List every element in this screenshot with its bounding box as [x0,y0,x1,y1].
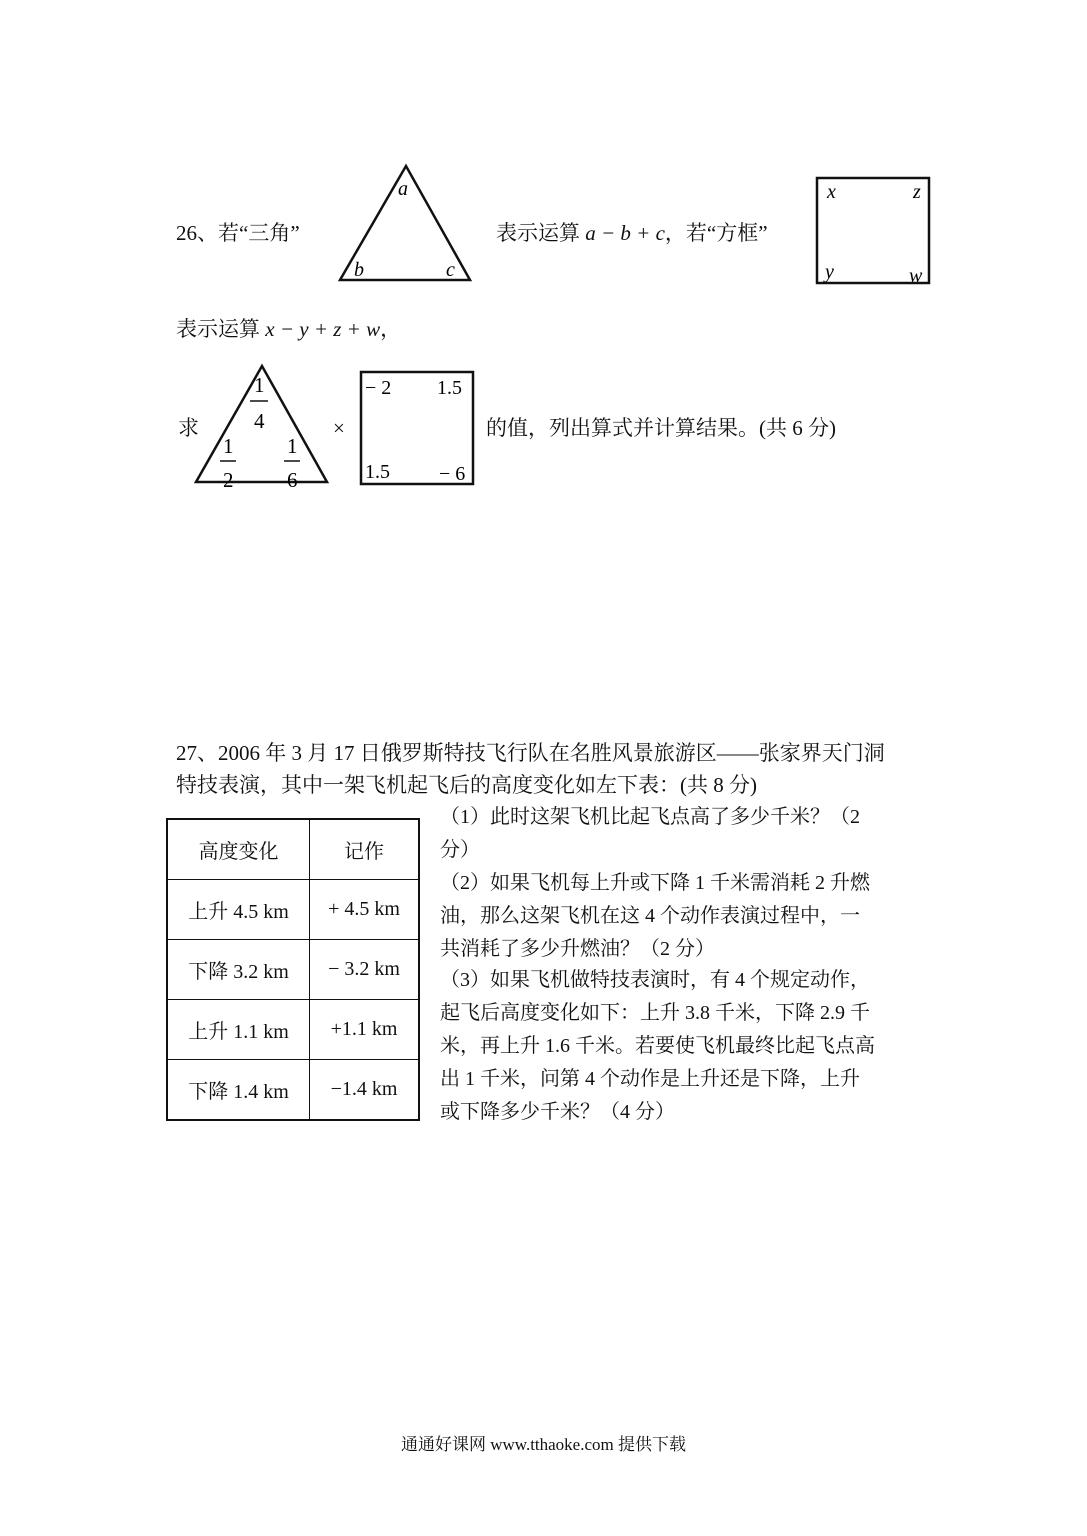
table-cell: +1.1 km [310,1000,420,1060]
definition-triangle [336,162,476,286]
table-header: 高度变化 [167,819,310,880]
table-cell: −1.4 km [310,1060,420,1121]
text-line: 油，那么这架飞机在这 4 个动作表演过程中，一 [440,905,860,927]
q26-ask-suffix: 的值，列出算式并计算结果。(共 6 分) [486,416,836,440]
table-cell: − 3.2 km [310,940,420,1000]
text-line: （1）此时这架飞机比起飞点高了多少千米？（2 [440,806,860,828]
q27-part3 [440,964,915,1129]
table-row [167,1060,419,1121]
table-cell: 上升 1.1 km [167,1000,310,1060]
page-footer: 通通好课网 www.tthaoke.com 提供下载 [400,1435,687,1454]
box-value-tl: − 2 [365,377,392,399]
text-line: 或下降多少千米？（4 分） [440,1101,675,1123]
box-label-tr: z [913,181,921,203]
text-line: 出 1 千米，问第 4 个动作是上升还是下降，上升 [440,1068,860,1090]
q27-part2 [440,867,915,966]
altitude-table [166,818,420,1121]
triangle-label-left: b [354,259,364,281]
box-value-br: − 6 [439,463,466,485]
box-label-br: w [909,265,923,286]
q27-line1: 27、2006 年 3 月 17 日俄罗斯特技飞行队在名胜风景旅游区——张家界天门洞 [176,741,885,765]
table-header-row [167,819,419,880]
tri-top-numerator: 1 [254,373,265,397]
tri-left-numerator: 1 [223,434,234,458]
box-value-tr: 1.5 [437,377,462,399]
table-cell: 上升 4.5 km [167,880,310,940]
text-line: 共消耗了多少升燃油？（2 分） [440,938,715,960]
table-cell: + 4.5 km [310,880,420,940]
table-row [167,880,419,940]
q26-intro: 26、若“三角” [176,221,300,245]
box-label-tl: x [827,181,836,203]
triangle-label-right: c [446,259,455,281]
definition-box [815,176,933,286]
q27-part1 [440,801,915,867]
q26-line2: 表示运算 x − y + z + w， [176,317,402,341]
triangle-label-top: a [398,178,408,200]
tri-left-denominator: 2 [223,468,234,490]
box-expression: x − y + z + w [265,317,381,341]
q26-represents: 表示运算 a − b + c，若“方框” [496,221,768,245]
text-line: 起飞后高度变化如下：上升 3.8 千米，下降 2.9 千 [440,1002,870,1024]
value-triangle [192,362,332,490]
text-line: 分） [440,839,480,861]
box-label-bl: y [825,261,834,283]
q26-ask: 求 [178,416,199,440]
table-row [167,1000,419,1060]
text-line: 米，再上升 1.6 千米。若要使飞机最终比起飞点高 [440,1035,875,1057]
table-row [167,940,419,1000]
triangle-expression: a − b + c [585,221,665,245]
text-line: （3）如果飞机做特技表演时，有 4 个规定动作， [440,969,870,991]
table-cell: 下降 3.2 km [167,940,310,1000]
value-box [359,370,477,488]
multiply-sign: × [333,416,345,440]
box-value-bl: 1.5 [365,461,390,483]
table-header: 记作 [310,819,420,880]
table-cell: 下降 1.4 km [167,1060,310,1121]
tri-right-denominator: 6 [287,468,298,490]
tri-top-denominator: 4 [254,409,265,433]
text-line: （2）如果飞机每上升或下降 1 千米需消耗 2 升燃 [440,872,870,894]
q27-line2: 特技表演，其中一架飞机起飞后的高度变化如左下表：(共 8 分) [176,773,757,797]
tri-right-numerator: 1 [287,434,298,458]
